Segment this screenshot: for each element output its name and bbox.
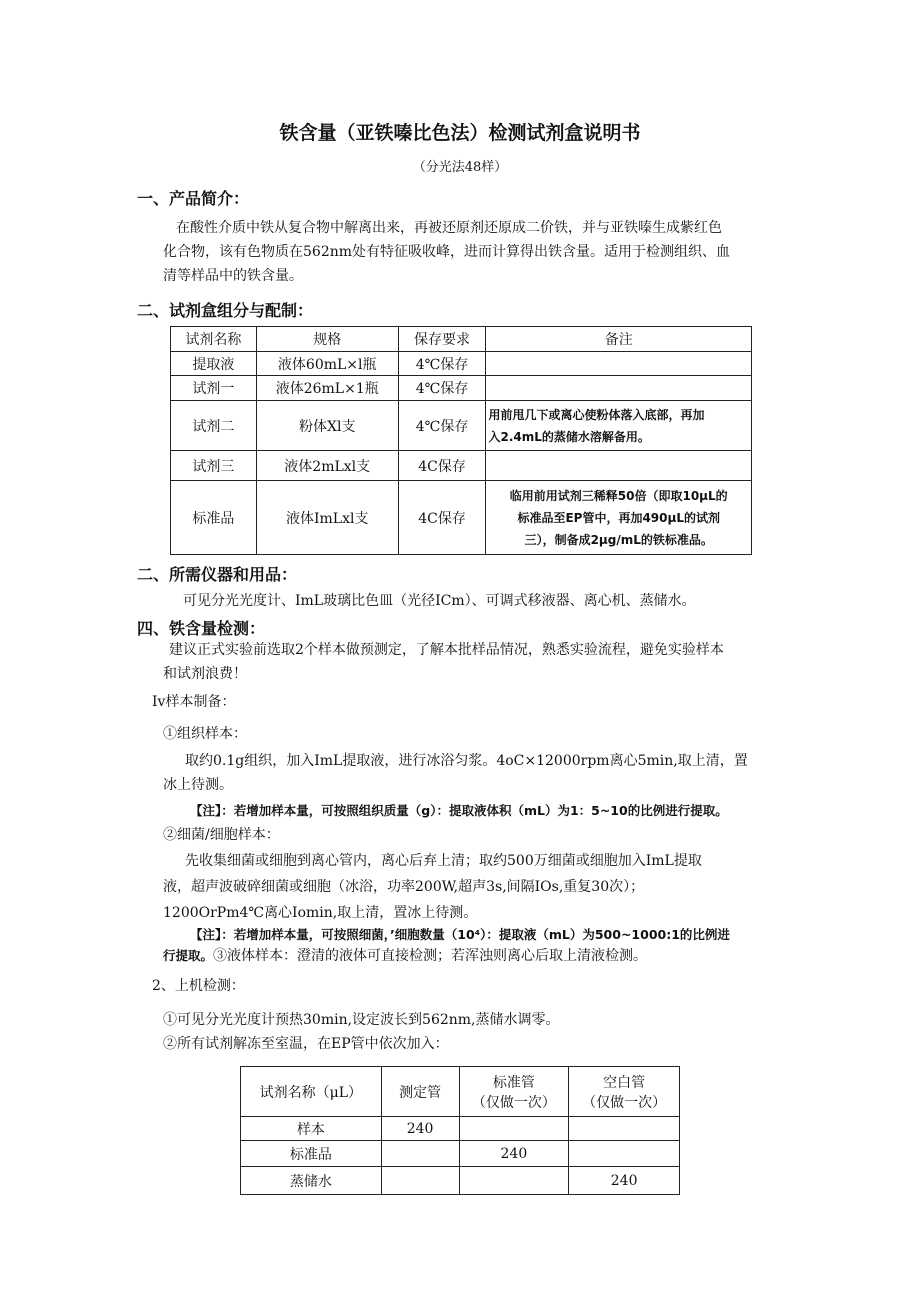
cell-value bbox=[459, 1117, 569, 1141]
reagent-table bbox=[170, 326, 752, 555]
step-preheat: ①可见分光光度计预热30min,设定波长到562nm,蒸储水调零。 bbox=[163, 1012, 560, 1028]
header-line: （仅做一次） bbox=[582, 1094, 667, 1111]
intro-line: 清等样品中的铁含量。 bbox=[163, 268, 303, 284]
advice-line: 建议正式实验前选取2个样本做预测定，了解本批样品情况，熟悉实验流程，避免实验样本 bbox=[169, 642, 724, 658]
cell-note-continued bbox=[163, 944, 647, 968]
reagent-spec: 液体ImLxl支 bbox=[256, 481, 398, 555]
note-line: 三），制备成2μg/mL的铁标准品。 bbox=[524, 532, 713, 547]
table-row bbox=[241, 1117, 680, 1141]
tissue-line: 冰上待测。 bbox=[163, 777, 233, 793]
reagent-name: 试剂三 bbox=[171, 451, 257, 481]
reagent-name: 试剂一 bbox=[171, 376, 257, 401]
reagent-storage: 4℃保存 bbox=[398, 376, 486, 401]
table-header-row bbox=[241, 1067, 680, 1117]
cell-line: 先收集细菌或细胞到离心管内，离心后弃上清；取约500万细菌或细胞加入ImL提取 bbox=[185, 853, 702, 869]
table-row bbox=[241, 1167, 680, 1195]
cell-note-end: 行提取。 bbox=[163, 948, 214, 963]
row-label: 标准品 bbox=[241, 1141, 382, 1167]
reagent-storage: 4C保存 bbox=[398, 481, 486, 555]
note-line: 用前甩几下或离心使粉体落入底部，再加 bbox=[488, 407, 705, 422]
reagent-note bbox=[486, 451, 752, 481]
reagent-name: 提取液 bbox=[171, 352, 257, 376]
advice-paragraph bbox=[163, 638, 793, 686]
table-row bbox=[171, 401, 752, 451]
reagent-note bbox=[486, 352, 752, 376]
reagent-storage: 4℃保存 bbox=[398, 352, 486, 376]
section-heading-intro: 一、产品简介： bbox=[137, 189, 250, 208]
note-line: 临用前用试剂三稀释50倍（即取10μL的 bbox=[509, 488, 728, 503]
header-line: 标准管 bbox=[492, 1074, 535, 1091]
tissue-sample-text bbox=[163, 749, 793, 797]
reagent-spec: 液体60mL×l瓶 bbox=[256, 352, 398, 376]
intro-line: 在酸性介质中铁从复合物中解离出来，再被还原剂还原成二价铁，并与亚铁嗪生成紫红色 bbox=[176, 220, 722, 236]
section-heading-instruments: 二、所需仪器和用品： bbox=[137, 565, 298, 584]
cell-sample-title: ②细菌/细胞样本： bbox=[163, 827, 280, 843]
section-heading-components: 二、试剂盒组分与配制： bbox=[137, 301, 314, 320]
reagent-note bbox=[486, 401, 752, 451]
cell-value: 240 bbox=[569, 1167, 680, 1195]
cell-value: 240 bbox=[381, 1117, 459, 1141]
cell-line: 液，超声波破碎细菌或细胞（冰浴，功率200W,超声3s,间隔IOs,重复30次）； bbox=[163, 879, 645, 895]
document-title: 铁含量（亚铁嗪比色法）检测试剂盒说明书 bbox=[279, 122, 641, 144]
note-line: 入2.4mL的蒸储水溶解备用。 bbox=[488, 429, 650, 444]
table-header-cell: 备注 bbox=[486, 327, 752, 352]
reagent-name: 试剂二 bbox=[171, 401, 257, 451]
table-header-cell bbox=[459, 1067, 569, 1117]
row-label: 样本 bbox=[241, 1117, 382, 1141]
measurement-table bbox=[240, 1066, 680, 1195]
table-header-cell bbox=[569, 1067, 680, 1117]
cell-note: 【注】：若增加样本量，可按照细菌，’细胞数量（10⁴）：提取液（mL）为500~1000:1的比例进 bbox=[190, 927, 730, 942]
reagent-spec: 粉体Xl支 bbox=[256, 401, 398, 451]
table-header-row bbox=[171, 327, 752, 352]
tissue-note: 【注】：若增加样本量，可按照组织质量（g）：提取液体积（mL）为1：5~10的比例进行提取。 bbox=[190, 803, 728, 818]
cell-value bbox=[381, 1141, 459, 1167]
step-add-reagents: ②所有试剂解冻至室温，在EP管中依次加入： bbox=[163, 1036, 449, 1052]
cell-value bbox=[459, 1167, 569, 1195]
table-header-cell: 保存要求 bbox=[398, 327, 486, 352]
cell-value bbox=[381, 1167, 459, 1195]
reagent-spec: 液体26mL×1瓶 bbox=[256, 376, 398, 401]
reagent-name: 标准品 bbox=[171, 481, 257, 555]
cell-value: 240 bbox=[459, 1141, 569, 1167]
table-row bbox=[171, 451, 752, 481]
intro-paragraph bbox=[163, 216, 803, 288]
table-header-cell: 规格 bbox=[256, 327, 398, 352]
table-header-cell: 测定管 bbox=[381, 1067, 459, 1117]
step-sample-prep: Iv样本制备： bbox=[152, 694, 236, 710]
liquid-sample-text: ③液体样本：澄清的液体可直接检测；若浑浊则离心后取上清液检测。 bbox=[213, 948, 648, 964]
table-row bbox=[241, 1141, 680, 1167]
header-line: 空白管 bbox=[603, 1074, 646, 1091]
table-header-cell: 试剂名称（μL） bbox=[241, 1067, 382, 1117]
table-row bbox=[171, 352, 752, 376]
note-line: 标准品至EP管中，再加490μL的试剂 bbox=[517, 510, 720, 525]
reagent-spec: 液体2mLxl支 bbox=[256, 451, 398, 481]
section-heading-detection: 四、铁含量检测： bbox=[137, 619, 266, 638]
intro-line: 化合物，该有色物质在562nm处有特征吸收峰，进而计算得出铁含量。适用于检测组织、血 bbox=[163, 244, 731, 260]
cell-sample-text bbox=[163, 848, 793, 926]
table-row bbox=[171, 481, 752, 555]
step-machine-detection: 2、上机检测： bbox=[152, 978, 245, 994]
table-row bbox=[171, 376, 752, 401]
table-header-cell: 试剂名称 bbox=[171, 327, 257, 352]
document-subtitle: （分光法48样） bbox=[412, 160, 508, 175]
reagent-note bbox=[486, 481, 752, 555]
header-line: （仅做一次） bbox=[471, 1094, 556, 1111]
instruments-text: 可见分光光度计、ImL玻璃比色皿（光径ICm）、可调式移液器、离心机、蒸储水。 bbox=[183, 593, 696, 609]
cell-line: 1200OrPm4℃离心Iomin,取上清，置冰上待测。 bbox=[163, 905, 478, 921]
cell-value bbox=[569, 1117, 680, 1141]
reagent-note bbox=[486, 376, 752, 401]
reagent-storage: 4C保存 bbox=[398, 451, 486, 481]
reagent-storage: 4℃保存 bbox=[398, 401, 486, 451]
cell-value bbox=[569, 1141, 680, 1167]
advice-line: 和试剂浪费！ bbox=[163, 666, 247, 682]
tissue-sample-title: ①组织样本： bbox=[163, 726, 247, 742]
tissue-line: 取约0.1g组织，加入ImL提取液，进行冰浴匀浆。4oC×12000rpm离心5min,取上清，置 bbox=[185, 753, 748, 769]
row-label: 蒸储水 bbox=[241, 1167, 382, 1195]
